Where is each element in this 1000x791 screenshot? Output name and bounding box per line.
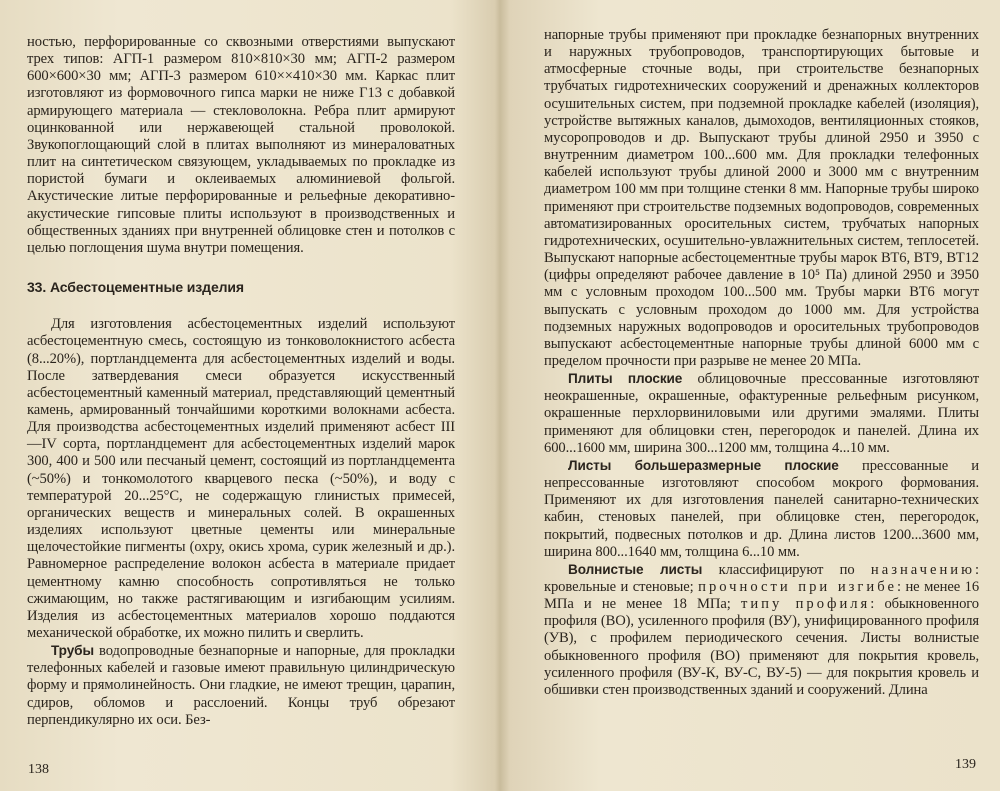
left-page-text xyxy=(27,34,455,729)
paragraph xyxy=(544,457,979,561)
bold-term: Волнистые листы xyxy=(568,561,703,577)
spaced-term: назначению xyxy=(870,561,976,578)
left-page xyxy=(0,0,496,791)
paragraph xyxy=(544,561,979,699)
section-heading: 33. Асбестоцементные изделия xyxy=(27,279,244,296)
paragraph-text: : кровельные и стеновые; xyxy=(544,561,979,595)
paragraph xyxy=(544,370,979,457)
paragraph-text: прессованные и непрессованные изготовляют способом мокрого формования. Применяют их для изготовления панелей санитарно-технических кабин, стеновых панелей, при облицовке стен, перегородок, покрытий, подвесных потолков и др. Длина листов 1200...3600 мм, ширина 800...1640 мм, толщина 6...10 мм. xyxy=(544,457,979,560)
paragraph-text: : не менее 16 МПа и не менее 18 МПа; xyxy=(544,579,980,613)
bold-term: Плиты плоские xyxy=(568,371,683,387)
spaced-term: типу профиля xyxy=(740,596,871,613)
paragraph-text: классифицируют по xyxy=(702,561,871,578)
page-number: 139 xyxy=(955,757,976,772)
paragraph: напорные трубы применяют при прокладке безнапорных внутренних и наружных трубопроводов, транспортирующих бытовые и атмосферные сточные воды, при строительстве безнапорных трубчатых гидротехнических сооружений и дренажных коллекторов осушительных систем, при подземной прокладке кабелей (изоляция), устройстве вытяжных каналов, дымоходов, вентиляционных стояков, мусоропроводов и др. Выпускают трубы длиной 2950 и 3950 с внутренним диаметром 100...600 мм. Для прокладки телефонных кабелей используют трубы длиной 2000 и 3000 мм с внутренним диаметром 100 мм при толщине стенки 8 мм. Напорные трубы широко применяют при строительстве подземных водопроводов, современных автоматизированных оросительных систем, трубчатых напорных гидротехнических, осушительно-увлажнительных систем, теплосетей. Выпускают напорные асбестоцементные трубы марок ВТ6, ВТ9, ВТ12 (цифры определяют рабочее давление в 10⁵ Па) длиной 2950 и 3950 мм с условным проходом 100...500 мм. Трубы марки ВТ6 могут выпускать с условным проходом до 1000 мм. Для устройства подземных наружных водопроводов и оросительных трубопроводов выпускают асбестоцементные напорные трубы длиной 6000 мм с пределом прочности при разрыве не менее 20 МПа. xyxy=(544,27,979,369)
paragraph-text: облицовочные прессованные изготовляют неокрашенные, окрашенные, офактуренные рельефным рисунком, окрашенные перхлорвиниловыми или другими эмалями. Плиты применяют для облицовки стен, перегородок и панелей. Длина их 600...1600 мм, ширина 300...1200 мм, толщина 4...10 мм. xyxy=(544,371,979,456)
paragraph-text: водопроводные безнапорные и напорные, для прокладки телефонных кабелей и газовые имеют правильную цилиндрическую форму и прямолинейность. Они гладкие, не имеют трещин, царапин, сдиров, обломов и расслоений. Концы труб обрезают перпендикулярно их оси. Без- xyxy=(27,643,455,728)
paragraph: ностью, перфорированные со сквозными отверстиями выпускают трех типов: АГП-1 размером 810×810×30 мм; АГП-2 размером 600×600×30 мм; АГП-3 размером 610××410×30 мм. Каркас плит изготовляют из формовочного гипса марки не ниже Г13 с добавкой армирующего материала — стекловолокна. Ребра плит армируют оцинкованной или нержавеющей стальной проволокой. Звукопоглощающий слой в плитах выполняют из минераловатных плит на синтетическом связующем, укладываемых по прокладке из пористой бумаги и оклеиваемых алюминиевой фольгой. Акустические литые перфорированные и рельефные декоративно-акустические гипсовые плиты используют в производственных и общественных зданиях при внутренней облицовке стен и потолков с целью поглощения шума внутри помещения. xyxy=(27,34,455,256)
spaced-term: прочности при изгибе xyxy=(698,579,897,595)
paragraph: Для изготовления асбестоцементных изделий используют асбестоцементную смесь, состоящую из тонковолокнистого асбеста (8...20%), портландцемента для асбестоцементных изделий и воды. После затвердевания смеси образуется искусственный асбестоцементный каменный материал, представляющий цементный камень, армированный тончайшими короткими волокнами асбеста. Для производства асбестоцементных изделий применяют асбест III—IV сорта, портландцемент для асбестоцементных изделий марок 300, 400 и 500 или песчаный цемент, состоящий из портландцемента (~50%) и тонкомолотого кварцевого песка (~50%), и воду с температурой 20...25°С, не содержащую глинистых примесей, органических веществ и минеральных солей. В окрашенных изделиях используют цветные цементы или минеральные щелочестойкие пигменты (охру, окись хрома, сурик железный и др.). Равномерное распределение волокон асбеста в материале придает цементному камню способность сопротивляться не только сжимающим, но также растягивающим и изгибающим усилиям. Изделия из асбестоцементных материалов хорошо поддаются механической обработке, их можно пилить и сверлить. xyxy=(27,316,455,641)
bold-term: Трубы xyxy=(51,643,94,659)
right-page-text xyxy=(544,27,979,699)
right-page xyxy=(504,0,1000,791)
page-number: 138 xyxy=(28,762,49,777)
paragraph-text: : обыкновенного профиля (ВО), усиленного профиля (ВУ), унифицированного профиля (УВ), с профилем периодического сечения. Листы волнистые обыкновенного профиля (ВО) применяют для покрытия кровель, усиленного профиля (ВУ-К, ВУ-С, ВУ-5) — для покрытия кровель и обшивки стен производственных зданий и сооружений. Длина xyxy=(544,596,980,698)
paragraph xyxy=(27,642,455,729)
bold-term: Листы большеразмерные плоские xyxy=(568,457,839,473)
